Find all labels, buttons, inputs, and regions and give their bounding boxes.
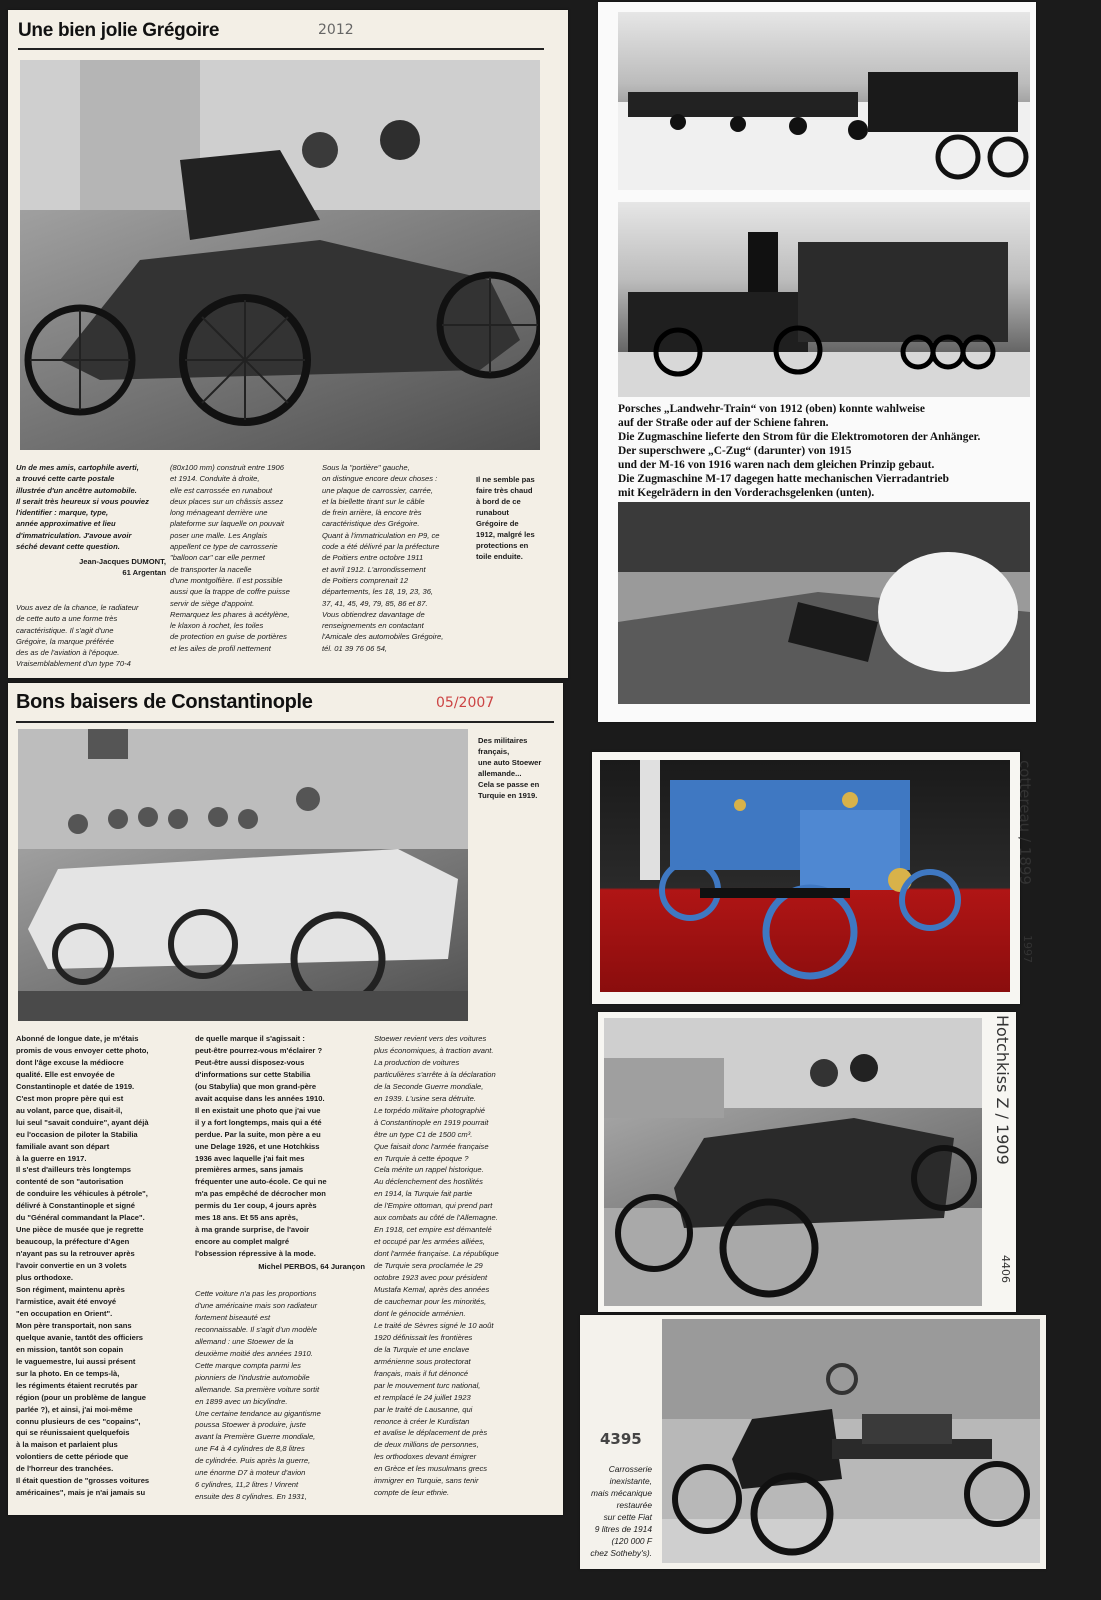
- cottereau-note-text: cottereau / 1899: [1016, 760, 1034, 885]
- hotchkiss-handwritten-note: [993, 1015, 1012, 1165]
- gregoire-side-caption: Il ne semble pas faire très chaud à bord de ce runabout Grégoire de 1912, malgré les protections en toile enduite.: [476, 475, 535, 561]
- c-zug-photo: [618, 202, 1030, 397]
- landwehr-train-illustration: [618, 12, 1030, 190]
- cottereau-number-text: 1997: [1021, 935, 1034, 963]
- gregoire-answer-3: Sous la "portière" gauche, on distingue encore deux choses : une plaque de carrossier, carrée, et la biellette tirant sur le câble de frein arrière, là encore très caractéristique des Grégoire. Quant à l'immatriculation en P9, ce code a été délivré par la préfecture de Poitiers entre octobre 1911 et avril 1912. L'arrondissement de Poitiers comprenait 12 départements, les 18, 19, 23, 36, 37, 41, 45, 49, 79, 85, 86 et 87. Vous obtiendrez davantage de renseignements en contactant l'Amicale des automobiles Grégoire, tél. 01 39 76 06 54,: [322, 463, 444, 653]
- landwehr-train-photo: [618, 12, 1030, 190]
- c-zug-illustration: [618, 202, 1030, 397]
- fiat-caption: Carrosserie inexistante, mais mécanique restaurée sur cette Fiat 9 litres de 1914 (120 000 F chez Sotheby's).: [590, 1464, 652, 1558]
- gregoire-letter-signature: Jean-Jacques DUMONT, 61 Argentan: [79, 557, 166, 578]
- gregoire-letter: Un de mes amis, cartophile averti, a trouvé cette carte postale illustrée d'un ancêtre automobile. Il serait très heureux si vous pouviez l'identifier : marque, type, année approximative et lieu d'immatriculation. J'avoue avoir séché devant cette question.: [16, 463, 149, 552]
- stoewer-side-caption: Des militaires français, une auto Stoewer allemande... Cela se passe en Turquie en 1919.: [478, 736, 542, 800]
- gregoire-answer-1: Vous avez de la chance, le radiateur de cette auto a une forme très caractéristique. Il s'agit d'une Grégoire, la marque préférée des as de l'aviation à l'époque. Vraisemblablement d'un type 70-4: [16, 603, 139, 669]
- cottereau-number: [1021, 935, 1034, 963]
- porsche-caption: Porsches „Landwehr-Train“ von 1912 (oben) konnte wahlweise auf der Straße oder auf der Schiene fahren. Die Zugmaschine lieferte den Strom für die Elektromotoren der Anhänger. Der superschwere „C-Zug“ (darunter) von 1915 und der M-16 von 1916 waren nach dem gleichen Prinzip gebaut. Die Zugmaschine M-17 dagegen hatte mechanischen Vierradantrieb mit Kegelrädern in den Vorderachsgelenken (unten).: [618, 403, 981, 499]
- hotchkiss-number-text: 4406: [999, 1255, 1012, 1283]
- gregoire-car-illustration: [20, 60, 540, 450]
- gregoire-rule: [18, 48, 544, 50]
- cottereau-car-illustration: [600, 760, 1010, 992]
- clipping-constantinople: [8, 683, 563, 1515]
- gregoire-headline: Une bien jolie Grégoire: [18, 20, 220, 41]
- clipping-porsche-train: [598, 2, 1036, 722]
- clipping-gregoire: [8, 10, 568, 678]
- m17-illustration: [618, 502, 1030, 704]
- constantinople-date-note: 05/2007: [436, 695, 495, 711]
- gregoire-photo: [20, 60, 540, 450]
- hotchkiss-photo: [604, 1018, 982, 1306]
- gregoire-answer-2: (80x100 mm) construit entre 1906 et 1914. Conduite à droite, elle est carrossée en runabout deux places sur un châssis assez long ménageant derrière une plateforme sur laquelle on pouvait poser une malle. Les Anglais appellent ce type de carrosserie "balloon car" car elle permet de transporter la nacelle d'une montgolfière. Il est possible aussi que la trappe de coffre puisse servir de siège d'appoint. Remarquez les phares à acétylène, le klaxon à rochet, les toiles de protection en guise de portières et les ailes de profil nettement: [170, 463, 290, 653]
- clipping-cottereau: [592, 752, 1020, 1004]
- perbos-letter-2: de quelle marque il s'agissait : peut-être pourrez-vous m'éclairer ? Peut-être aussi disposez-vous d'informations sur cette Stabilia (ou Stabylia) que mon grand-père avait acquise dans les années 1910. Il en existait une photo que j'ai vue il y a fort longtemps, mais qui a été perdue. Par la suite, mon père a eu une Delage 1926, et une Hotchkiss 1936 avec laquelle j'ai fait mes premières armes, sans jamais fréquenter une auto-école. Ce qui ne m'a pas empêché de décrocher mon permis du 1er coup, 4 jours après mes 18 ans. Et 55 ans après, à ma grande surprise, de l'avoir encore au complet malgré l'obsession répressive à la mode.: [195, 1034, 327, 1259]
- stoewer-answer-2: Stoewer revient vers des voitures plus économiques, à traction avant. La production de voitures particulières s'arrête à la déclaration de la Seconde Guerre mondiale, en 1939. L'usine sera détruite. Le torpédo militaire photographié à Constantinople en 1919 pourrait être un type C1 de 1500 cm³. Que faisait donc l'armée française en Turquie à cette époque ? Cela mérite un rappel historique. Au déclenchement des hostilités en 1914, la Turquie fait partie de l'Empire ottoman, qui prend part aux combats au côté de l'Allemagne. En 1918, cet empire est démantelé et occupé par les armées alliées, dont l'armée française. La république de Turquie sera proclamée le 29 octobre 1923 avec pour président Mustafa Kemal, après des années de cauchemar pour les minorités, dont le génocide arménien. Le traité de Sèvres signé le 10 août 1920 définissait les frontières de la Turquie et une enclave arménienne sous protectorat français, mais il fut dénoncé par le mouvement turc national, et remplacé le 24 juillet 1923 par le traité de Lausanne, qui renonce à créer le Kurdistan et avalise le déplacement de près de deux millions de personnes, les orthodoxes devant émigrer en Grèce et les musulmans grecs immigrer en Turquie, sans tenir compte de leur ethnie.: [374, 1034, 499, 1498]
- stoewer-photo: [18, 729, 468, 1021]
- clipping-fiat: [580, 1315, 1046, 1569]
- hotchkiss-car-illustration: [604, 1018, 982, 1306]
- stoewer-car-illustration: [18, 729, 468, 1021]
- cottereau-photo: [600, 760, 1010, 992]
- clipping-hotchkiss: [598, 1012, 1016, 1312]
- fiat-car-illustration: [662, 1319, 1040, 1563]
- gregoire-stamp: 2012: [318, 22, 354, 38]
- stoewer-answer-1: Cette voiture n'a pas les proportions d'une américaine mais son radiateur fortement biseauté est reconnaissable. Il s'agit d'un modèle allemand : une Stoewer de la deuxième moitié des années 1910. Cette marque compta parmi les pionniers de l'industrie automobile allemande. Sa première voiture sortit en 1899 avec un bicylindre. Une certaine tendance au gigantisme poussa Stoewer à produire, juste avant la Première Guerre mondiale, une F4 à 4 cylindres de 8,8 litres de cylindrée. Puis après la guerre, une énorme D7 à moteur d'avion 6 cylindres, 11,2 litres ! Vinrent ensuite des 8 cylindres. En 1931,: [195, 1289, 321, 1502]
- hotchkiss-number: [999, 1255, 1012, 1283]
- perbos-letter-1: Abonné de longue date, je m'étais promis de vous envoyer cette photo, dont l'âge excuse la médiocre qualité. Elle est envoyée de Constantinople et datée de 1919. C'est mon propre père qui est au volant, parce que, disait-il, lui seul "savait conduire", ayant déjà eu l'occasion de piloter la Stabilia familiale avant son départ à la guerre en 1917. Il s'est d'ailleurs très longtemps contenté de son "autorisation de conduire les véhicules à pétrole", délivré à Constantinople et signé du "Général commandant la Place". Une pièce de musée que je regrette beaucoup, la préfecture d'Agen n'ayant pas su la retrouver après l'avoir convertie en un 3 volets plus orthodoxe. Son régiment, maintenu après l'armistice, avait été envoyé "en occupation en Orient". Mon père transportait, non sans quelque avanie, tantôt des officiers en mission, tantôt son copain le vaguemestre, lui aussi présent sur la photo. En ce temps-là, les régiments étaient recrutés par région (pour un problème de langue parlée ?), et ainsi, j'ai moi-même connu plusieurs de ces "copains", qui se réunissaient quelquefois à la maison et parlaient plus volontiers de cette période que de l'horreur des tranchées. Il était question de "grosses voitures américaines", mais je n'ai jamais su: [16, 1034, 150, 1498]
- constantinople-rule: [16, 721, 554, 723]
- fiat-photo: [662, 1319, 1040, 1563]
- hotchkiss-note-text: Hotchkiss Z / 1909: [993, 1015, 1012, 1165]
- m17-photo: [618, 502, 1030, 704]
- cottereau-handwritten-note-margin: [1016, 760, 1034, 885]
- fiat-number: 4395: [600, 1430, 642, 1448]
- perbos-signature: Michel PERBOS, 64 Jurançon: [258, 1262, 365, 1271]
- constantinople-headline: Bons baisers de Constantinople: [16, 691, 313, 713]
